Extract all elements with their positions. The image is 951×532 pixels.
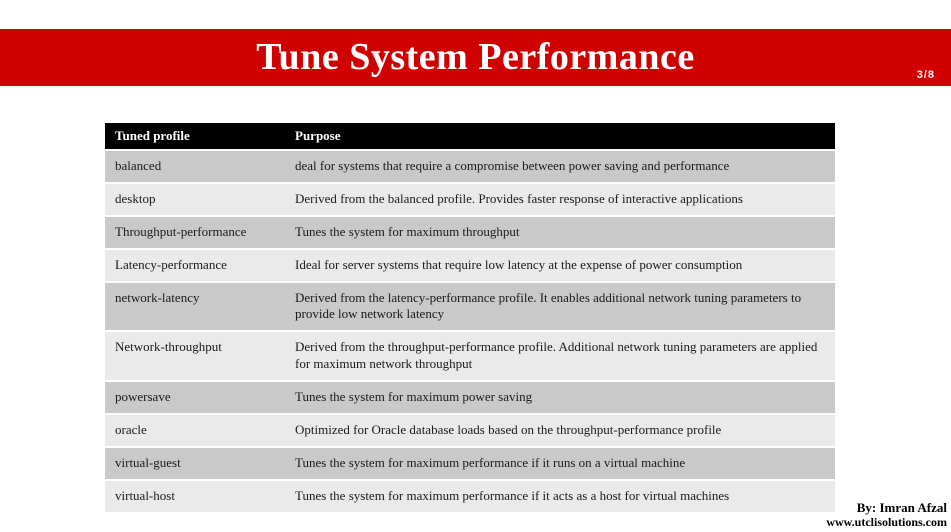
table-row <box>105 331 835 381</box>
purpose-cell: Tunes the system for maximum performance if it runs on a virtual machine <box>285 447 835 480</box>
profile-cell: powersave <box>105 381 285 414</box>
purpose-cell: Tunes the system for maximum throughput <box>285 216 835 249</box>
table-row <box>105 381 835 414</box>
profile-cell: Network-throughput <box>105 331 285 381</box>
footer-website: www.utclisolutions.com <box>826 515 947 530</box>
table-row <box>105 249 835 282</box>
page-indicator: 3/8 <box>916 69 935 81</box>
table-row <box>105 414 835 447</box>
footer-author: By: Imran Afzal <box>856 500 947 516</box>
profile-cell: virtual-guest <box>105 447 285 480</box>
purpose-cell: Tunes the system for maximum power saving <box>285 381 835 414</box>
table-row <box>105 216 835 249</box>
purpose-cell: Tunes the system for maximum performance if it acts as a host for virtual machines <box>285 480 835 513</box>
table-row <box>105 282 835 332</box>
purpose-cell: Ideal for server systems that require low latency at the expense of power consumption <box>285 249 835 282</box>
table-row <box>105 447 835 480</box>
profile-cell: Throughput-performance <box>105 216 285 249</box>
profile-cell: desktop <box>105 183 285 216</box>
table-row <box>105 150 835 183</box>
header-purpose: Purpose <box>285 123 835 150</box>
profile-cell: oracle <box>105 414 285 447</box>
purpose-cell: Derived from the throughput-performance profile. Additional network tuning parameters are applied for maximum network throughput <box>285 331 835 381</box>
purpose-cell: deal for systems that require a compromise between power saving and performance <box>285 150 835 183</box>
tuned-profiles-table <box>105 123 835 514</box>
table-row <box>105 480 835 513</box>
table-header-row <box>105 123 835 150</box>
profile-cell: Latency-performance <box>105 249 285 282</box>
purpose-cell: Optimized for Oracle database loads based on the throughput-performance profile <box>285 414 835 447</box>
title-banner <box>0 29 951 86</box>
footer <box>826 501 947 530</box>
purpose-cell: Derived from the balanced profile. Provides faster response of interactive applications <box>285 183 835 216</box>
page-title: Tune System Performance <box>256 36 695 78</box>
profile-cell: balanced <box>105 150 285 183</box>
profile-cell: virtual-host <box>105 480 285 513</box>
table-row <box>105 183 835 216</box>
purpose-cell: Derived from the latency-performance profile. It enables additional network tuning parameters to provide low network latency <box>285 282 835 332</box>
header-tuned-profile: Tuned profile <box>105 123 285 150</box>
profile-cell: network-latency <box>105 282 285 332</box>
